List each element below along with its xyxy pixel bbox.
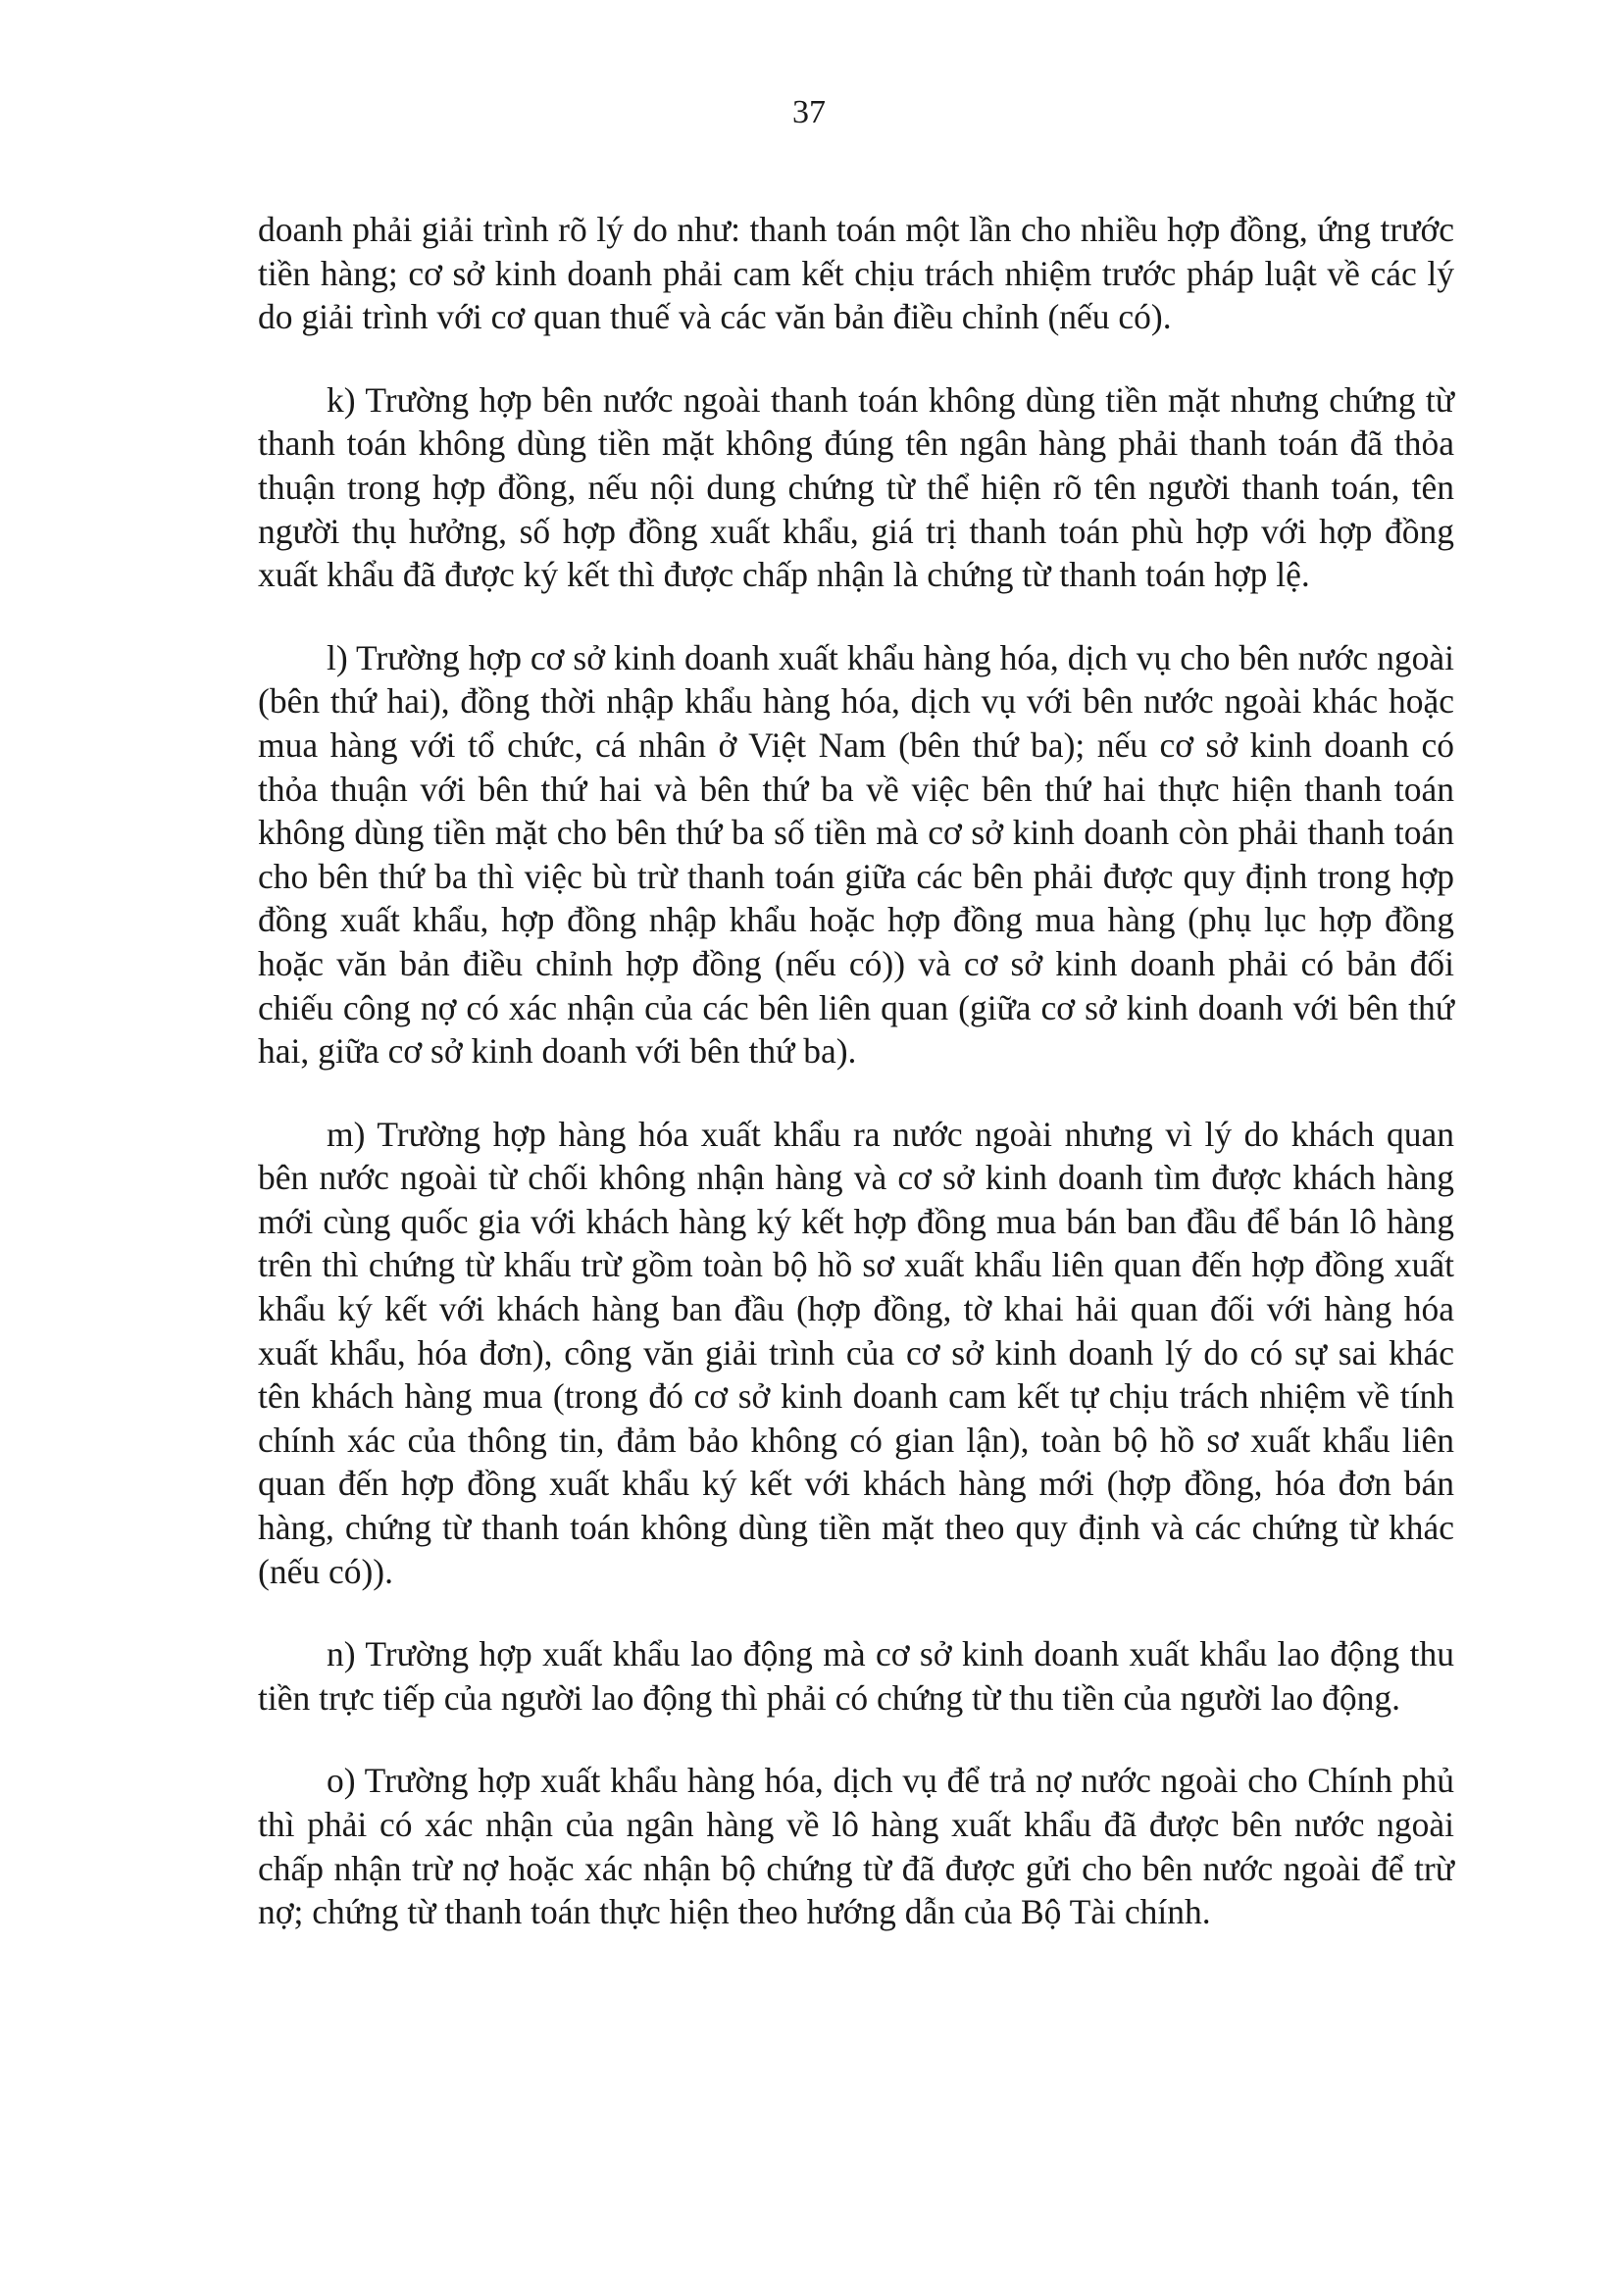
page-number: 37 bbox=[792, 94, 826, 130]
paragraph-n: n) Trường hợp xuất khẩu lao động mà cơ sở kinh doanh xuất khẩu lao động thu tiền trực tiếp của người lao động thì phải có chứng từ thu tiền của người lao động. bbox=[258, 1634, 1454, 1718]
document-body bbox=[258, 208, 1454, 1934]
paragraph-o: o) Trường hợp xuất khẩu hàng hóa, dịch vụ để trả nợ nước ngoài cho Chính phủ thì phải có xác nhận của ngân hàng về lô hàng xuất khẩu đã được bên nước ngoài chấp nhận trừ nợ hoặc xác nhận bộ chứng từ đã được gửi cho bên nước ngoài để trừ nợ; chứng từ thanh toán thực hiện theo hướng dẫn của Bộ Tài chính. bbox=[258, 1761, 1454, 1932]
paragraph-continuation: doanh phải giải trình rõ lý do như: thanh toán một lần cho nhiều hợp đồng, ứng trước tiền hàng; cơ sở kinh doanh phải cam kết chịu trách nhiệm trước pháp luật về các lý do giải trình với cơ quan thuế và các văn bản điều chỉnh (nếu có). bbox=[258, 210, 1454, 337]
paragraph-l: l) Trường hợp cơ sở kinh doanh xuất khẩu hàng hóa, dịch vụ cho bên nước ngoài (bên thứ hai), đồng thời nhập khẩu hàng hóa, dịch vụ với bên nước ngoài khác hoặc mua hàng với tổ chức, cá nhân ở Việt Nam (bên thứ ba); nếu cơ sở kinh doanh có thỏa thuận với bên thứ hai và bên thứ ba về việc bên thứ hai thực hiện thanh toán không dùng tiền mặt cho bên thứ ba số tiền mà cơ sở kinh doanh còn phải thanh toán cho bên thứ ba thì việc bù trừ thanh toán giữa các bên phải được quy định trong hợp đồng xuất khẩu, hợp đồng nhập khẩu hoặc hợp đồng mua hàng (phụ lục hợp đồng hoặc văn bản điều chỉnh hợp đồng (nếu có)) và cơ sở kinh doanh phải có bản đối chiếu công nợ có xác nhận của các bên liên quan (giữa cơ sở kinh doanh với bên thứ hai, giữa cơ sở kinh doanh với bên thứ ba). bbox=[258, 637, 1454, 1072]
paragraph-m: m) Trường hợp hàng hóa xuất khẩu ra nước ngoài nhưng vì lý do khách quan bên nước ngoài từ chối không nhận hàng và cơ sở kinh doanh tìm được khách hàng mới cùng quốc gia với khách hàng ký kết hợp đồng mua bán ban đầu để bán lô hàng trên thì chứng từ khấu trừ gồm toàn bộ hồ sơ xuất khẩu liên quan đến hợp đồng xuất khẩu ký kết với khách hàng ban đầu (hợp đồng, tờ khai hải quan đối với hàng hóa xuất khẩu, hóa đơn), công văn giải trình của cơ sở kinh doanh lý do có sự sai khác tên khách hàng mua (trong đó cơ sở kinh doanh cam kết tự chịu trách nhiệm về tính chính xác của thông tin, đảm bảo không có gian lận), toàn bộ hồ sơ xuất khẩu liên quan đến hợp đồng xuất khẩu ký kết với khách hàng mới (hợp đồng, hóa đơn bán hàng, chứng từ thanh toán không dùng tiền mặt theo quy định và các chứng từ khác (nếu có)). bbox=[258, 1114, 1454, 1591]
paragraph-k: k) Trường hợp bên nước ngoài thanh toán không dùng tiền mặt nhưng chứng từ thanh toán không dùng tiền mặt không đúng tên ngân hàng phải thanh toán đã thỏa thuận trong hợp đồng, nếu nội dung chứng từ thể hiện rõ tên người thanh toán, tên người thụ hưởng, số hợp đồng xuất khẩu, giá trị thanh toán phù hợp với hợp đồng xuất khẩu đã được ký kết thì được chấp nhận là chứng từ thanh toán hợp lệ. bbox=[258, 379, 1454, 595]
